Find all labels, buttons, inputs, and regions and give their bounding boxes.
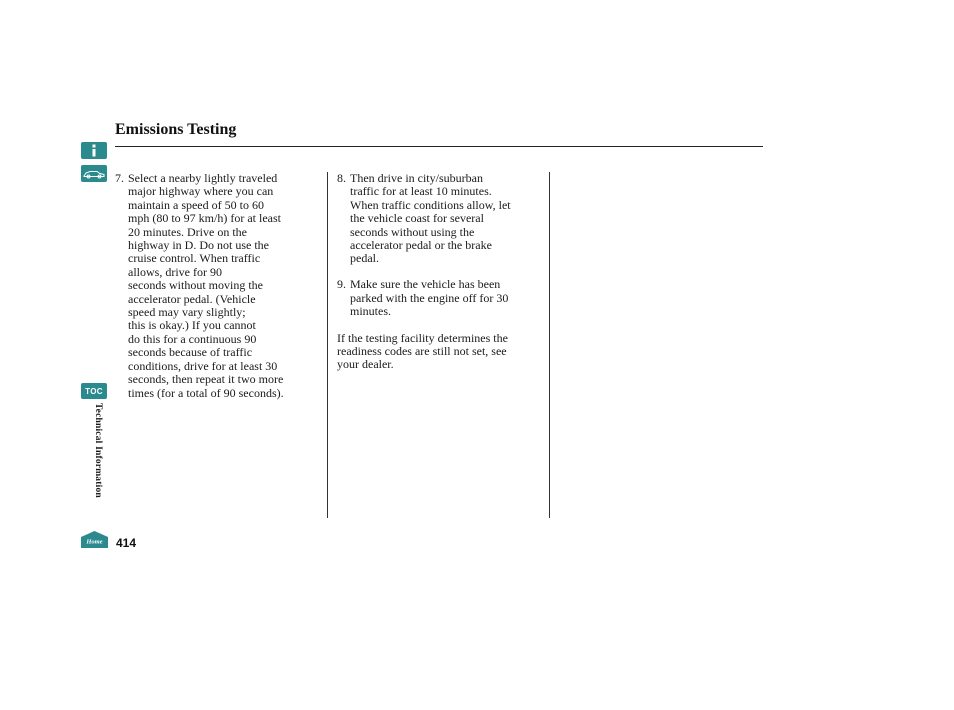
step-number: 8. <box>337 171 346 185</box>
step-7 <box>115 172 323 400</box>
column-1 <box>115 172 323 400</box>
text-line: Make sure the vehicle has been <box>350 277 501 292</box>
closing-paragraph <box>337 332 545 372</box>
column-2 <box>337 172 545 372</box>
step-number: 7. <box>115 171 124 185</box>
home-label: Home <box>86 538 103 546</box>
text-line: When traffic conditions allow, let <box>350 197 511 212</box>
text-line: Select a nearby lightly traveled <box>128 171 278 185</box>
info-icon <box>89 144 99 157</box>
page-number: 414 <box>116 536 137 550</box>
text-line: conditions, drive for at least 30 <box>128 358 278 373</box>
text-line: Then drive in city/suburban <box>350 171 483 185</box>
text-line: cruise control. When traffic <box>128 251 261 266</box>
vehicle-button[interactable] <box>81 165 107 182</box>
text-line: seconds, then repeat it two more <box>128 372 284 387</box>
text-line: accelerator pedal. (Vehicle <box>128 291 256 306</box>
text-line: If the testing facility determines the <box>337 330 508 345</box>
text-line: maintain a speed of 50 to 60 <box>128 197 264 212</box>
text-line: this is okay.) If you cannot <box>128 318 256 333</box>
text-line: highway in D. Do not use the <box>128 238 269 253</box>
info-button[interactable] <box>81 142 107 159</box>
home-icon <box>81 531 108 548</box>
text-line: do this for a continuous 90 <box>128 331 257 346</box>
text-line: major highway where you can <box>128 184 274 199</box>
text-line: allows, drive for 90 <box>128 264 222 279</box>
step-number: 9. <box>337 277 346 292</box>
column-divider-1 <box>327 172 328 518</box>
text-line: parked with the engine off for 30 <box>350 290 509 305</box>
home-button[interactable] <box>81 531 108 548</box>
text-line: traffic for at least 10 minutes. <box>350 184 492 199</box>
toc-label: TOC <box>85 386 103 396</box>
step-8 <box>337 172 545 266</box>
toc-button[interactable] <box>81 383 107 399</box>
text-line: your dealer. <box>337 357 394 372</box>
text-line: times (for a total of 90 seconds). <box>128 385 284 400</box>
text-line: seconds because of traffic <box>128 345 253 360</box>
text-line: seconds without using the <box>350 224 475 239</box>
text-line: pedal. <box>350 251 379 266</box>
car-icon <box>83 169 105 179</box>
text-line: 20 minutes. Drive on the <box>128 224 247 239</box>
text-line: the vehicle coast for several <box>350 211 484 226</box>
title-divider <box>115 146 763 147</box>
text-line: accelerator pedal or the brake <box>350 238 492 253</box>
text-line: speed may vary slightly; <box>128 305 246 320</box>
step-9 <box>337 278 545 318</box>
section-label: Technical Information <box>93 403 103 498</box>
text-line: seconds without moving the <box>128 278 263 293</box>
text-line: mph (80 to 97 km/h) for at least <box>128 211 281 226</box>
column-divider-2 <box>549 172 550 518</box>
text-line: minutes. <box>350 304 391 319</box>
text-line: readiness codes are still not set, see <box>337 343 507 358</box>
page-title: Emissions Testing <box>115 121 237 138</box>
